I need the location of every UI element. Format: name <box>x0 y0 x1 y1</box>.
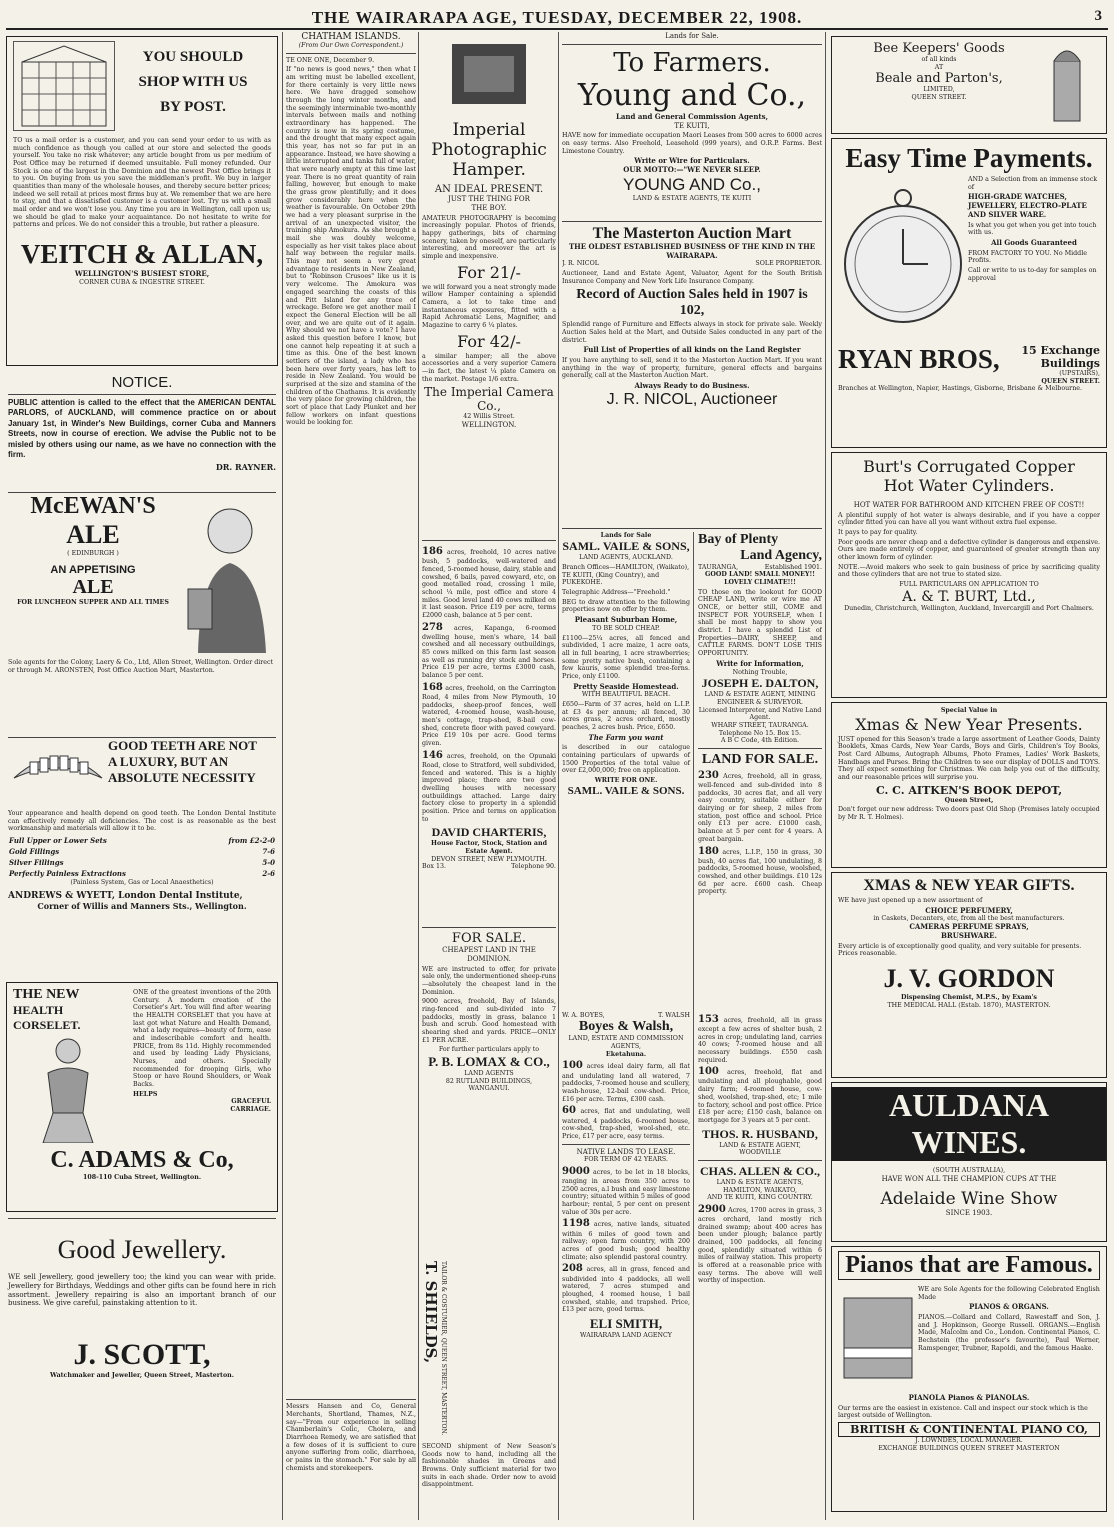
vaile-p1: £1100—25¼ acres, all fenced and subdivided, 1 acre maize, 1 acre oats, all in full bearing, 1 acre strawberries; some pretty native bush, containing a few kauris, some splendid tree-ferns. Price, only £1100. <box>562 634 690 680</box>
burt-firm: A. & T. BURT, Ltd., <box>902 588 1036 605</box>
dental-note: (Painless System, Gas or Local Anaesthetics) <box>70 879 214 887</box>
notice-body: PUBLIC attention is called to the effect that the AMERICAN DENTAL PARLORS, of AUCKLAND, will commence practice on or about January 1st, in Winder's New Buildings, corner Cuba and Manners Streets, now in course of erection. We advise the Public not to be misled by others using our name, as we have no connection with the firm. <box>8 398 276 459</box>
bop-news: GOOD LAND! SMALL MONEY!! LOVELY CLIMATE!!! <box>705 571 815 587</box>
aitken-ad <box>831 702 1107 868</box>
charteris-firm: DAVID CHARTERIS, <box>431 825 547 840</box>
vaile-bop-row <box>562 532 822 1012</box>
camera-boy: THE BOY. <box>471 203 507 212</box>
vaile-ps: Pretty Seaside Homestead. <box>573 681 679 691</box>
dental-headline-1: GOOD TEETH ARE NOT <box>108 738 257 753</box>
bop-title-1: Bay of Plenty <box>698 531 779 547</box>
burt-b1: A plentiful supply of hot water is always desirable, and if you have a copper cylinder fitted you can have all you want without extra fuel expense. <box>838 511 1100 527</box>
corselet-helps: HELPS <box>133 1090 158 1098</box>
bop-l2: Licensed Interpreter, and Native Land Agent. <box>698 706 822 722</box>
vaile-lands: Lands for Sale <box>600 531 652 539</box>
beale-t1: Bee Keepers' Goods <box>873 41 1005 56</box>
mcewans-edinburgh: ( EDINBURGH ) <box>67 550 119 557</box>
charteris-item-3: 168 acres, freehold, on the Carrington Road, 4 miles from New Plymouth, 10 paddocks, sheep-proof fences, well watered, 4-roomed house, wash-house, men's cottage, trap-shed, 8-bail cow-shed, concrete floor with paved cowyard. Price £19 10s per acre. Good terms given. <box>422 681 556 747</box>
camera-ad <box>422 32 556 537</box>
gordon-title: XMAS & NEW YEAR GIFTS. <box>863 877 1075 894</box>
store-building-icon <box>13 41 115 131</box>
mart-ready: Always Ready to do Business. <box>634 381 750 391</box>
ryan-body: AND a Selection from an immense stock of <box>968 176 1098 191</box>
forsale-item: 9000 acres, freehold, Bay of Islands, ring-fenced and sub-divided into 7 paddocks, mostly in grass, balance 1 bush and scrub. Good homestead with shearing shed and yards. PRICE—ONLY £1 PER ACRE. <box>422 998 556 1044</box>
mart-nicol: J. R. NICOL <box>562 260 599 268</box>
bop-l1: LAND & ESTATE AGENT, MINING ENGINEER & SURVEYOR. <box>704 691 816 706</box>
dental-price-table: Full Upper or Lower Sets from £2-2-0 Gold Fillings 7-6 Silver Fillings 5-0 Perfectly Painless Extractions 2-6 <box>9 836 275 879</box>
jewellery-firm: J. SCOTT, <box>73 1338 211 1371</box>
boyes-loc: Eketahuna. <box>605 1050 647 1058</box>
dental-headline-3: ABSOLUTE NECESSITY <box>108 770 256 785</box>
notice-title: NOTICE. <box>111 374 173 391</box>
young-ad <box>562 48 822 218</box>
auldana-sub: (SOUTH AUSTRALIA), <box>932 1167 1006 1174</box>
vaile-body: BEG to draw attention to the following properties now on offer by them. <box>562 598 690 614</box>
charteris-sub: House Factor, Stock, Station and Estate Agent. <box>431 840 547 855</box>
piano-icon <box>838 1284 918 1394</box>
ryan-line: HIGH-GRADE WATCHES, JEWELLERY, ELECTRO-PLATE AND SILVER WARE. <box>968 192 1087 219</box>
mart-full: Full List of Properties of all kinds on the Land Register <box>583 345 801 355</box>
camera-firm: The Imperial Camera Co., <box>424 385 554 414</box>
dental-body: Your appearance and health depend on good teeth. The London Dental Institute can effectively remedy all deficiencies. The cost is as reasonable as the best workmanship and materials will allow it to be. <box>8 810 276 833</box>
chatham-dateline: TE ONE ONE, December 9. <box>286 56 375 64</box>
page-number: 3 <box>1094 8 1102 24</box>
young-body: HAVE now for immediate occupation Maori Leases from 500 acres to 6000 acres on easy terms. Also Freehold, Leasehold (999 years), and O.R.P. Farms. Best Limestone Country. <box>562 132 822 155</box>
smith-sub: WAIRARAPA LAND AGENCY <box>580 1331 672 1339</box>
vaile-firm-2: SAML. VAILE & SONS. <box>567 784 685 797</box>
man-with-ale-icon <box>178 493 276 653</box>
gordon-ad <box>831 872 1107 1078</box>
lomax-line-2: 82 RUTLAND BUILDINGS, <box>445 1077 533 1085</box>
column-4 <box>562 32 822 1520</box>
ryan-addr: 15 Exchange Buildings <box>1021 344 1100 370</box>
mcewans-tagline: AN APPETISING <box>50 563 136 576</box>
dental-ad <box>8 737 276 978</box>
aitken-sv: Special Value in <box>940 707 998 714</box>
aitken-foot: Don't forget our new address: Two doors past Old Shop (Premises lately occupied by Mr R. T. Holmes). <box>838 806 1100 822</box>
burt-ad <box>831 452 1107 698</box>
beale-t4: Beale and Parton's, <box>875 71 1003 87</box>
pianos-addr: EXCHANGE BUILDINGS QUEEN STREET MASTERTON <box>878 1444 1060 1452</box>
pianos-ad <box>831 1246 1107 1512</box>
corselet-addr: 108-110 Cuba Street, Wellington. <box>82 1174 202 1181</box>
shields-name: T. SHIELDS, <box>422 1261 440 1364</box>
camera-body-3: a similar hamper; all the above accessories and a very superior Camera—in fact, the latest ¼ plate Camera on the market. Postage 1/6 extra. <box>422 352 556 383</box>
charteris-addr: DEVON STREET, NEW PLYMOUTH. <box>431 855 547 863</box>
auldana-since: SINCE 1903. <box>945 1209 993 1218</box>
gordon-l4: BRUSHWARE. <box>941 930 997 940</box>
young-write: Write or Wire for Particulars. <box>634 156 750 166</box>
ryan-up: (UPSTAIRS), <box>1059 370 1100 377</box>
column-3 <box>422 32 556 1520</box>
young-addr: LAND & ESTATE AGENTS, TE KUITI <box>632 194 752 202</box>
bay-of-plenty-ad <box>694 532 822 1012</box>
dentures-icon <box>8 738 108 808</box>
lomax-line-3: WANGANUI. <box>468 1085 510 1093</box>
young-title-4: TE KUITI, <box>674 121 710 130</box>
column-2 <box>286 32 416 1520</box>
gordon-l1: CHOICE PERFUMERY, <box>925 905 1013 915</box>
young-title-1: To Farmers. <box>613 47 771 78</box>
gordon-firm: J. V. GORDON <box>883 963 1055 993</box>
mart-desc: Auctioneer, Land and Estate Agent, Valuator, Agent for the South British Insurance Company and New York Life Insurance Company. <box>562 269 822 285</box>
vaile-tel: Telegraphic Address—"Freehold." <box>562 589 671 597</box>
mcewans-agents: Sole agents for the Colony, Laery & Co., Ltd, Allen Street, Wellington. Order direct or through M. ARONSTEN, Post Office Auction Mart, Masterton. <box>8 659 274 674</box>
boyes-firm: Boyes & Walsh, <box>578 1019 674 1035</box>
boyes-land-row <box>562 1012 822 1520</box>
young-motto: OUR MOTTO:—"WE NEVER SLEEP. <box>623 165 761 175</box>
charteris-item-2: 278 acres, Kapanga, 6-roomed dwelling house, men's whare, 14 bail cowshed and all necessary outbuildings, 85 cows milked on this farm last season as well as running dry stock and horses. Price £19 per acre, terms £3000 cash, balance 5 per cent. <box>422 621 556 680</box>
camera-headline-3: Hamper. <box>452 160 526 180</box>
allen-big-item: 2900 Acres, 1700 acres in grass, 3 acres orchard, land mostly rich drained swamp; about 400 acres has been under plough; balance partly drained, 100 paddocks, all fencing good, splendidly situated within 6 miles of railway station. This property is offered at a reasonable price with easy terms. The above will well worthy of inspection. <box>698 1203 822 1285</box>
mcewans-ale-2: ALE <box>72 575 114 598</box>
burt-hw: HOT WATER FOR BATHROOM AND KITCHEN FREE OF COST!! <box>853 501 1085 509</box>
allen-l3: AND TE KUITI, KING COUNTRY. <box>707 1194 813 1202</box>
camera-city: WELLINGTON. <box>461 420 517 429</box>
corselet-firm: C. ADAMS & Co, <box>50 1147 234 1173</box>
beale-t6: QUEEN STREET. <box>911 94 967 102</box>
vaile-ad <box>562 532 694 1012</box>
vaile-sold: TO BE SOLD CHEAP. <box>592 624 660 632</box>
mart-body: Splendid range of Furniture and Effects always in stock for private sale. Weekly Auction Sales held at the Mart, and Outside Sales conducted in any part of the district. <box>562 321 822 344</box>
shields-trade: TAILOR & COSTUMIER, QUEEN STREET, MASTERTON. <box>440 1261 447 1436</box>
auldana-title: AULDANA WINES. <box>832 1087 1106 1161</box>
ryan-bros-ad <box>831 138 1107 448</box>
vaile-firm: SAML. VAILE & SONS, <box>562 539 690 554</box>
gordon-l3: CAMERAS PERFUME SPRAYS, <box>909 922 1029 932</box>
land-for-sale-title: LAND FOR SALE. <box>701 751 819 767</box>
young-firm: YOUNG AND Co., <box>623 174 761 194</box>
beale-parton-ad <box>831 36 1107 134</box>
masthead-title: THE WAIRARAPA AGE, TUESDAY, DECEMBER 22, 1908. <box>311 8 803 27</box>
bop-notr: Nothing Trouble, <box>732 668 788 676</box>
native-item-1: 9000 acres, to be let in 18 blocks, ranging in areas from 350 acres to 2500 acres, a.l bush and easy limestone country; situated within 5 miles of good harbour; rental, 5 per cent on present value of 30s per acre. <box>562 1165 690 1216</box>
boyes-sub: LAND, ESTATE AND COMMISSION AGENTS, <box>568 1035 684 1051</box>
aitken-title: Xmas & New Year Presents. <box>855 714 1083 734</box>
dental-headline-2: A LUXURY, BUT AN <box>108 754 229 769</box>
ryan-call: Call or write to us to-day for samples on approval <box>968 267 1097 282</box>
land-item-2: 180 acres, L.I.P., 150 in grass, 30 bush, 40 acres flat, 100 undulating, 8 paddocks, 5-roomed house, woolshed, cowshed, and other buildings. £10 12s 6d per acre. £600 cash. Cheap property. <box>698 845 822 896</box>
forsale-title: FOR SALE. <box>451 931 527 946</box>
shields-body: SECOND shipment of New Season's Goods now to hand, including all the fashionable shades in Greens and Browns. Only sufficient material for two suits in each shade. Order now to avoid disappointment. <box>422 1443 556 1489</box>
mart-body-2: If you have anything to sell, send it to the Masterton Auction Mart. If you want anything in the way of property, furniture, general effects and bargains generally, call at the Masterton Auction Mart. <box>562 357 822 380</box>
camera-headline-2: Photographic <box>431 140 547 160</box>
pianos-terms: Our terms are the easiest in existence. Call and inspect our stock which is the largest outside of Wellington. <box>838 1404 1088 1420</box>
watch-icon <box>838 174 968 344</box>
column-1 <box>4 32 280 1520</box>
husband-allen-ad <box>694 1012 822 1520</box>
vaile-wf: WRITE FOR ONE. <box>594 777 658 785</box>
corselet-graceful: GRACEFUL <box>231 1098 271 1106</box>
burt-note: NOTE.—Avoid makers who seek to gain business of price by sacrificing quality and those cylinders that are not true to stated size. <box>838 563 1100 579</box>
burt-full: FULL PARTICULARS ON APPLICATION TO <box>899 581 1039 589</box>
veitch-sub: WELLINGTON'S BUSIEST STORE, <box>74 269 210 279</box>
ryan-branches: Branches at Wellington, Napier, Hastings, Gisborne, Brisbane & Melbourne. <box>838 385 1082 393</box>
forsale-further: For further particulars apply to <box>438 1046 540 1054</box>
mcewans-ad <box>8 492 276 733</box>
notice-signature: DR. RAYNER. <box>215 462 276 473</box>
corselet-ad <box>6 982 278 1212</box>
boyes-item-2: 60 acres, flat and undulating, well watered, 4 paddocks, 6-roomed house, cow-shed, trap-shed, wool-shed, etc. Price, £17 per acre, easy terms. <box>562 1105 690 1140</box>
veitch-allan-ad <box>6 36 278 366</box>
allen-l2: HAMILTON, WAIKATO, <box>723 1186 797 1194</box>
husband-firm: THOS. R. HUSBAND, <box>702 1126 818 1141</box>
native-item-2: 1198 acres, native lands, situated within 6 miles of good town and railway; open farm country, with 200 acres of good bush; good healthy climate; also splendid pastoral country. <box>562 1218 690 1261</box>
bop-l5: A B C Code, 4th Edition. <box>721 737 799 745</box>
lomax-firm: P. B. LOMAX & CO., <box>428 1053 550 1069</box>
jewellery-body: WE sell Jewellery, good jewellery too; the kind you can wear with pride. Jewellery for Birthdays, Weddings and other gifts can be found here in rich assortment. Jewellery repairing is also an important branch of our business. We give careful, painstaking attention to it. <box>8 1273 276 1308</box>
corselet-headline-1: THE NEW <box>13 987 80 1002</box>
pianos-firm: BRITISH & CONTINENTAL PIANO CO, <box>838 1422 1100 1437</box>
burt-t2: Hot Water Cylinders. <box>883 476 1055 495</box>
mcewans-name: McEWAN'S <box>30 493 156 519</box>
bop-body: TO those on the lookout for GOOD CHEAP LAND, write or wire me AT ONCE, or better still, COME and INSPECT FOR YOURSELF, when I shall be most happy to show you district. I have a splendid List of Properties—DAIRY, SHEEP, and CATTLE FARMS. DON'T LOSE THIS OPPORTUNITY. <box>698 588 822 658</box>
gordon-sub: Dispensing Chemist, M.P.S., by Exam's <box>901 993 1037 1001</box>
chatham-article: If "no news is good news," then what I am writing must be labelled excellent, for there certainly is very little news here. We have dragged somehow through the long winter months, and the seemingly interminable two-monthly intervals between mails and nothing extraordinary has happened. The country is now in its spring costume, and the drought that many expect again this year, has not so far put in an appearance. Instead, we have showing a little interrupted and tanks full of water, that were nearly empty at this time last year. There is no great quantity of rain falling, however, but enough to make the grass grow plentifully; and it does grow considerably here when the weather is favourable. On October 29th we had a very pleasant surprise in the arrival of an unexpected visitor, the training ship Amokura. As she brought a mail she was doubly welcome, especially as her visit takes place about half way between the regular mails. This may not seem a very great advantage to residents in New Zealand, but to "Robinson Crusoes" like us it is very welcome. The Amokura was engaged searching the coasts of this and Pitt Island for any trace of wreckage. Before we get another mail I expect the General Election will be all over, and we are quite out of it again. Why should we not have a vote? I have asked this question before I know, but one cannot help repeating it at such a time as this. One of the best known settlers of the island, a lady who has been here over forty years, has left to reside in New Zealand. You would be surprised at the size and stamina of the children of the Chathams. It is evidently the very place for growing children, the sort of place that Lady Plunket and her fellow workers on infant questions would be looking for. <box>286 66 416 427</box>
lomax-ad <box>422 931 556 1261</box>
shields-ad <box>422 1261 556 1441</box>
veitch-headline-1: YOU SHOULD <box>142 49 244 65</box>
burt-b2: It pays to pay for quality. <box>838 529 918 537</box>
vaile-pw: WITH BEAUTIFUL BEACH. <box>581 691 671 699</box>
beale-t5: LIMITED, <box>923 86 955 94</box>
corselet-lady-icon <box>13 1033 123 1143</box>
pianos-title: Pianos that are Famous. <box>838 1251 1100 1280</box>
dental-firm: ANDREWS & WYETT, London Dental Institute, <box>8 890 243 901</box>
lands-for-sale-header: Lands for Sale. <box>665 32 719 40</box>
burt-b3: Poor goods are never cheap and a defective cylinder is dangerous and expensive. Ours are made entirely of copper, and guaranteed of greater strength than any other known form of cylinder. <box>838 538 1100 562</box>
chatham-title: CHATHAM ISLANDS. <box>301 32 401 42</box>
jewellery-addr: Watchmaker and Jeweller, Queen Street, Masterton. <box>50 1372 234 1379</box>
veitch-name: VEITCH & ALLAN, <box>20 239 264 270</box>
notice-ad <box>8 374 276 484</box>
ryan-what: Is what you get when you get into touch with us. <box>968 221 1097 237</box>
chamberlain-ad: Messrs Hansen and Co, General Merchants, Shortland, Thames, N.Z., say—"From our experience in selling Chamberlain's Colic, Cholera, and Diarrhoea Remedy, we are satisfied that a few doses of it is sufficient to cure anyone suffering from colic, diarrhoea, or pains in the stomach." For sale by all chemists and storekeepers. <box>286 1403 416 1472</box>
native-title: NATIVE LANDS TO LEASE. <box>576 1147 676 1156</box>
charteris-item-1: 186 acres, freehold, 10 acres native bush, 5 paddocks, well-watered and fenced, 5-roomed house, dairy, stable and cowshed, 6 bails, paved cowyard, etc, on good metalled road, crossing 1 mile, school ¼ mile, post office and store 4 miles. Good level land 40 cows milked on it last season. Price £19 per acre, terms £2000 cash, balance at 5 per cent. <box>422 546 556 619</box>
gordon-l5: Every article is of exceptionally good quality, and very suitable for presents. Prices reasonable. <box>838 942 1082 958</box>
gordon-body: WE have just opened up a new assortment of <box>838 897 983 904</box>
camera-hamper-icon <box>422 32 556 116</box>
column-5 <box>829 32 1109 1520</box>
vaile-pl: Pleasant Suburban Home, <box>574 615 678 625</box>
camera-price-1: For 21/- <box>457 262 521 282</box>
camera-body: AMATEUR PHOTOGRAPHY is becoming increasingly popular. Photos of friends, happy gatherings, bits of charming scenery, taken by oneself, are particularly interesting, and moreover the art is simple and inexpensive. <box>422 214 556 260</box>
corselet-body: ONE of the greatest inventions of the 20th Century. A modern creation of the Corsetier's Art. You will find after wearing the HEALTH CORSELET that you have at last got what Nature and Health Demand, what a lady requires—beauty of form, ease and indescribable comfort and health. PRICE, from 8s 11d. Highly recommended and used by leading Lady Physicians, Nurses, and others. Specially recommended for drooping Girls, who Stoop or have Round Shoulders, or Weak Backs. <box>133 989 271 1089</box>
young-title-3: Land and General Commission Agents, <box>615 111 769 121</box>
masterton-mart-ad <box>562 225 822 525</box>
bop-l3: WHARF STREET, TAURANGA. <box>711 721 809 729</box>
bop-firm: JOSEPH E. DALTON, <box>701 676 819 691</box>
vaile-farm: The Farm you want <box>588 732 664 742</box>
corselet-carriage: CARRIAGE. <box>230 1106 271 1114</box>
charteris-tel: Telephone 90. <box>511 863 556 871</box>
mart-record: Record of Auction Sales held in 1907 is <box>576 287 808 303</box>
husband-l1: LAND & ESTATE AGENT, <box>719 1141 801 1149</box>
land-item-4: 100 acres, freehold, flat and undulating and all ploughable, good dairy farm; 4-roomed house, cow-shed, woolshed, trap-shed, etc; 1 mile to factory, school and post office. Price £18 per acre; £150 cash, balance on mortgage for 3 years at 5 per cent. <box>698 1066 822 1124</box>
camera-price-2: For 42/- <box>457 331 521 351</box>
auldana-ad <box>831 1082 1107 1242</box>
chatham-sub: (From Our Own Correspondent.) <box>298 42 404 49</box>
native-sub: FOR TERM OF 42 YEARS. <box>584 1156 668 1164</box>
camera-addr: 42 Willis Street. <box>463 413 515 421</box>
forsale-sub: CHEAPEST LAND IN THE DOMINION. <box>442 946 536 963</box>
pianos-list: PIANOS.—Collard and Collard, Rawestaff and Son, J. and J. Hopkinson, George Russell. ORGANS.—English Made, Malcolm and Co., London. Continental Pianos, C. Bechstein (the professor's favourite), Paul Werner, Ramspenger, Trubner, Rapoldi, and the famous Haake. <box>918 1314 1100 1352</box>
veitch-body: TO us a mail order is a customer, and you can send your order to us with as much confidence as though you called at our store and selected the goods yourself. You take no risk whatever; any article bought from us per medium of Post Office may be returned if deemed unsuitable. Full money refunded. Our Stock is one of the largest in the Dominion and the newest Post Office brings it to you. On buying from us you save the middleman's profit. We buy in larger quantities than many of the wholesale houses, and thereby secure better prices; indeed we sell retail at prices most firms buy at. We remember that we are here to stay, and that a dissatisfied customer is a customer lost. Try us with a small mail order and we won't lose you. Any time you are in Wellington, call upon us; we should be glad to make your acquaintance. Do not hesitate to write for patterns and prices. We do not consider this a trouble, but rather a pleasure. <box>13 137 271 229</box>
bee-smoker-icon <box>1040 41 1100 127</box>
ryan-firm: RYAN BROS, <box>838 344 1000 374</box>
pianos-pp: PIANOLA Pianos & PIANOLAS. <box>908 1393 1030 1402</box>
bop-write: Write for Information, <box>716 658 804 668</box>
boyes-n2: T. WALSH <box>658 1011 690 1019</box>
aitken-qs: Queen Street, <box>944 796 994 804</box>
native-item-3: 208 acres, all in grass, fenced and subdivided into 4 paddocks, all well watered, 7 acres stumped and ploughed, 4 roomed house, 1 bail cowshed, stable, and trapshed. Price, £13 per acre, good terms. <box>562 1263 690 1314</box>
land-item-1: 230 Acres, freehold, all in grass, well-fenced and sub-divided into 8 paddocks, 30 acres flat, and all very easy country, suitable either for dairying or for sheep, 2 miles from station, post office and school. Price only £13 per acre. £1000 cash, balance at 5 per cent for 4 years. A great bargain. <box>698 769 822 843</box>
vaile-branch: Branch Offices—HAMILTON, (Waikato), TE KUITI, (King Country), and PUKEKOHE. <box>562 564 690 587</box>
beale-t3: AT <box>934 63 944 71</box>
aitken-firm: C. C. AITKEN'S BOOK DEPOT, <box>875 783 1063 797</box>
bop-l4: Telephone No 15. Box 15. <box>718 729 802 737</box>
camera-ideal: AN IDEAL PRESENT. <box>434 184 544 195</box>
aitken-body: JUST opened for this Season's trade a large assortment of Leather Goods, Dainty Booklets, Xmas Cards, New Year Cards, Boys and Girls, Children's Toy Books, Post Card Albums, Autograph Albums, Photo Frames, Ladies' Work Baskets, Handbags and Purses. Bring the Children to see our display of DOLLS and TOYS. They all expect something for Christmas. We can help you out of the difficulty, and our reasonable prices will surprise you. <box>838 735 1100 782</box>
lomax-line-1: LAND AGENTS <box>464 1069 514 1077</box>
forsale-body: WE are instructed to offer, for private sale only, the undermentioned sheep-runs—absolutely the cheapest land in the Dominion. <box>422 965 556 996</box>
bop-est: Established 1901. <box>764 563 822 571</box>
jewellery-title: Good Jewellery. <box>57 1235 227 1264</box>
corselet-headline-2: HEALTH CORSELET. <box>13 1003 81 1032</box>
bop-title-2: Land Agency, <box>740 547 822 563</box>
mart-prop: SOLE PROPRIETOR. <box>755 260 822 268</box>
charteris-item-4: 146 acres, freehold, on the Opunaki Road, close to Stratford, well subdivided, fenced and watered. This is a highly improved place; there are two good dwelling houses with necessary outbuildings attached. Large dairy factory close to property in a splendid position. Price and terms on application to <box>422 749 556 823</box>
smith-firm: ELI SMITH, <box>589 1315 663 1331</box>
mcewans-times: FOR LUNCHEON SUPPER AND ALL TIMES <box>17 598 169 606</box>
ryan-from: FROM FACTORY TO YOU. No Middle Profits. <box>968 249 1087 265</box>
mart-sign: J. R. NICOL, Auctioneer <box>606 390 778 408</box>
pianos-po: PIANOS & ORGANS. <box>969 1302 1049 1312</box>
husband-l2: WOODVILLE <box>739 1149 781 1157</box>
pianos-mgr: J. LOWNDES, LOCAL MANAGER. <box>915 1437 1023 1445</box>
beale-t2: of all kinds <box>921 56 957 63</box>
charteris-listings <box>422 544 556 924</box>
scott-jewellery-ad <box>8 1218 276 1449</box>
ryan-qs: QUEEN STREET. <box>1041 377 1100 385</box>
boyes-item-1: 100 acres ideal dairy farm, all flat and undulating land all watered, 7 paddocks, 7-roomed house and scullery, wash-house, 12-bail cow-shed. Price, £16 per acre. Terms, £300 cash. <box>562 1060 690 1103</box>
camera-body-2: we will forward you a neat strongly made willow Hamper containing a splendid Camera, a lot to take time and instantaneous exposures, fitted with a Rapid Achromatic Lens, Magnifier, and Magazine to carry 6 ¼ plates. <box>422 283 556 329</box>
burt-t1: Burt's Corrugated Copper <box>863 457 1075 476</box>
mcewans-ale: ALE <box>66 520 120 549</box>
burt-cities: Dunedin, Christchurch, Wellington, Auckland, Invercargill and Port Chalmers. <box>844 604 1094 612</box>
bop-loc: TAURANGA, <box>698 563 739 571</box>
vaile-body-2: is described in our catalogue containing particulars of upwards of 1500 Properties of the total value of over £2,000,000; free on application. <box>562 744 690 775</box>
mart-record-num: 102, <box>679 303 705 319</box>
dental-addr: Corner of Willis and Manners Sts., Wellington. <box>37 900 247 911</box>
charteris-box: Box 13. <box>422 863 446 871</box>
ryan-title: Easy Time Payments. <box>845 143 1093 173</box>
veitch-headline-3: BY POST. <box>160 99 226 115</box>
mart-sub: THE OLDEST ESTABLISHED BUSINESS OF THE KIND IN THE WAIRARAPA. <box>568 241 816 260</box>
boyes-ad <box>562 1012 694 1520</box>
masthead <box>6 6 1108 30</box>
auldana-show: Adelaide Wine Show <box>880 1189 1058 1210</box>
land-item-3: 153 acres, freehold, all in grass except a few acres of shelter bush, 2 acres in crop; undulating land, carries 40 cows; 7-roomed house and all necessary buildings. £550 cash required. <box>698 1013 822 1064</box>
camera-just: JUST THE THING FOR <box>448 195 530 203</box>
camera-headline-1: Imperial <box>452 120 526 140</box>
allen-l1: LAND & ESTATE AGENTS, <box>716 1178 804 1186</box>
gordon-addr: THE MEDICAL HALL (Estab. 1870), MASTERTON. <box>887 1001 1051 1009</box>
allen-firm: CHAS. ALLEN & CO., <box>699 1163 821 1178</box>
pianos-body: WE are Sole Agents for the following Celebrated English Made <box>918 1286 1100 1301</box>
mart-title: The Masterton Auction Mart <box>592 224 792 242</box>
gordon-l2: in Caskets, Decanters, etc, from all the best manufacturers. <box>873 915 1065 923</box>
vaile-p2: £650—Farm of 37 acres, held on L.I.P. at £3 4s per annum; all fenced, 30 acres grass, 2 acres orchard, mostly peaches, 2 acres bush. Price, £650. <box>562 701 690 732</box>
young-title-2: Young and Co., <box>577 77 807 113</box>
veitch-addr: CORNER CUBA & INGESTRE STREET. <box>79 278 205 286</box>
boyes-n1: W. A. BOYES, <box>562 1011 605 1019</box>
auldana-body: HAVE WON ALL THE CHAMPION CUPS AT THE <box>881 1174 1057 1183</box>
veitch-headline-2: SHOP WITH US <box>138 74 248 90</box>
vaile-sub: LAND AGENTS, AUCKLAND. <box>579 554 673 562</box>
ryan-all: All Goods Guaranteed <box>991 237 1077 247</box>
